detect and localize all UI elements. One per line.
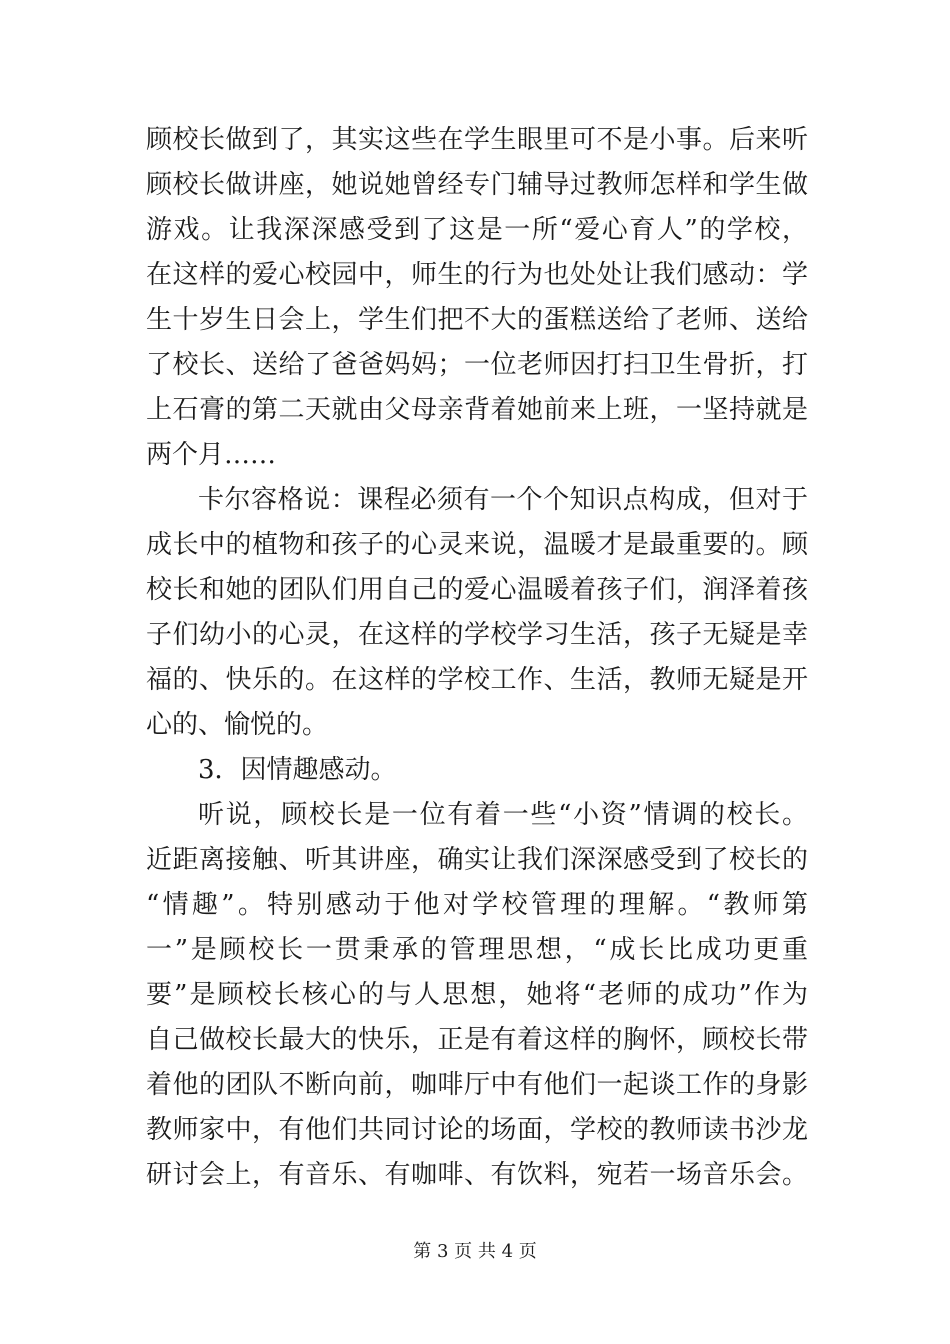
section-heading: 3．因情趣感动。 [198, 755, 397, 785]
body-text [146, 118, 808, 1198]
text-line: 校长和她的团队们用自己的爱心温暖着孩子们，润泽着孩 [146, 575, 808, 605]
text-line: 顾校长做到了，其实这些在学生眼里可不是小事。后来听 [146, 125, 808, 155]
text-line: 要”是顾校长核心的与人思想，她将“老师的成功”作为 [146, 980, 808, 1010]
text-line: 研讨会上，有音乐、有咖啡、有饮料，宛若一场音乐会。 [146, 1160, 808, 1190]
text-line: 心的、愉悦的。 [146, 710, 329, 740]
text-line: 生十岁生日会上，学生们把不大的蛋糕送给了老师、送给 [146, 305, 808, 335]
text-line: 自己做校长最大的快乐，正是有着这样的胸怀，顾校长带 [146, 1025, 808, 1055]
text-line: 卡尔容格说：课程必须有一个个知识点构成，但对于 [198, 485, 808, 515]
text-line: 成长中的植物和孩子的心灵来说，温暖才是最重要的。顾 [146, 530, 808, 560]
text-line: 了校长、送给了爸爸妈妈；一位老师因打扫卫生骨折，打 [146, 350, 808, 380]
text-line: 一”是顾校长一贯秉承的管理思想，“成长比成功更重 [146, 935, 808, 965]
text-line: 在这样的爱心校园中，师生的行为也处处让我们感动：学 [146, 260, 808, 290]
text-line: 游戏。让我深深感受到了这是一所“爱心育人”的学校， [146, 215, 808, 245]
text-line: 子们幼小的心灵，在这样的学校学习生活，孩子无疑是幸 [146, 620, 808, 650]
text-line: 听说，顾校长是一位有着一些“小资”情调的校长。 [198, 800, 808, 830]
text-line: 近距离接触、听其讲座，确实让我们深深感受到了校长的 [146, 845, 808, 875]
page-number-label: 第 3 页 共 4 页 [413, 1241, 537, 1262]
text-line: 教师家中，有他们共同讨论的场面，学校的教师读书沙龙 [146, 1115, 808, 1145]
text-line: 顾校长做讲座，她说她曾经专门辅导过教师怎样和学生做 [146, 170, 808, 200]
text-line: 着他的团队不断向前，咖啡厅中有他们一起谈工作的身影 [146, 1070, 808, 1100]
text-line: “情趣”。特别感动于他对学校管理的理解。“教师第 [146, 890, 808, 920]
page-footer [0, 1240, 950, 1264]
text-line: 两个月…… [146, 440, 277, 470]
text-line: 上石膏的第二天就由父母亲背着她前来上班，一坚持就是 [146, 395, 808, 425]
text-line: 福的、快乐的。在这样的学校工作、生活，教师无疑是开 [146, 665, 808, 695]
